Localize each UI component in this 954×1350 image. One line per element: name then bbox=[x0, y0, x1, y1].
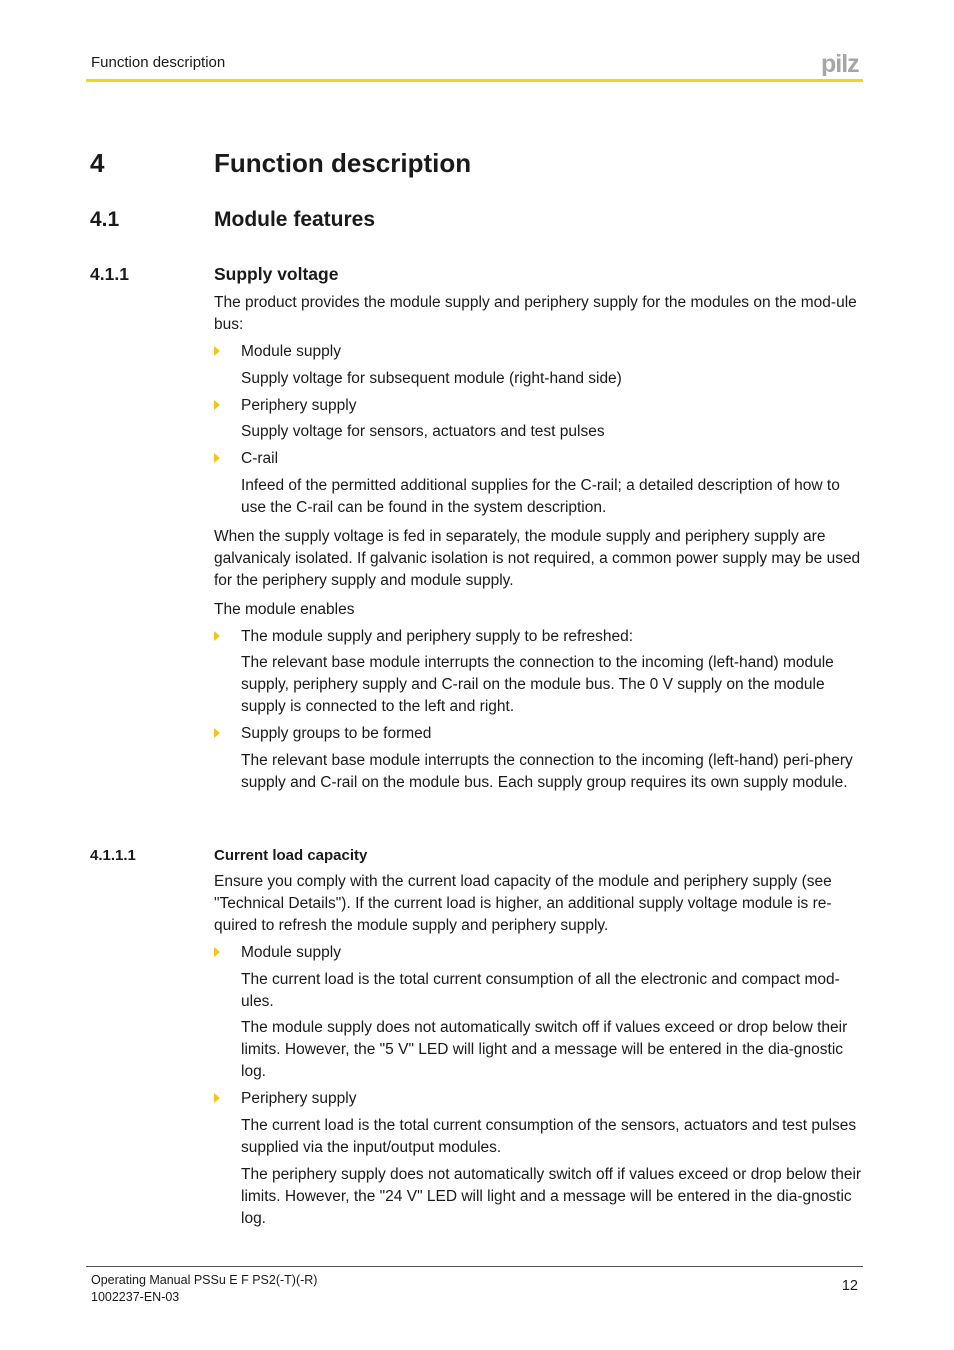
bullet-arrow-icon bbox=[214, 728, 220, 738]
list-item-desc: The module supply does not automatically switch off if values exceed or drop below their limits. However, the "5 V" LED will light and a message will be entered in the dia-gnostic log. bbox=[241, 1019, 848, 1080]
page-number: 12 bbox=[841, 1278, 858, 1294]
footer-manual-title: Operating Manual PSSu E F PS2(-T)(-R) bbox=[91, 1273, 318, 1287]
list-item-desc: The current load is the total current consumption of all the electronic and compact mod-ules. bbox=[241, 971, 840, 1010]
supply-intro: The product provides the module supply and periphery supply for the modules on the mod-ule bus: bbox=[214, 294, 857, 333]
isolation-paragraph: When the supply voltage is fed in separately, the module supply and periphery supply are galvanicaly isolated. If galvanic isolation is not required, a common power supply may be used for the periphery supply and module supply. bbox=[214, 528, 861, 589]
list-item-label: Supply groups to be formed bbox=[241, 725, 432, 742]
subsection-number: 4.1.1 bbox=[90, 264, 129, 284]
list-item-label: Periphery supply bbox=[241, 397, 357, 414]
svg-text:pilz: pilz bbox=[821, 52, 859, 76]
list-item-desc: Supply voltage for subsequent module (right-hand side) bbox=[241, 370, 622, 387]
subsubsection-title: Current load capacity bbox=[214, 847, 368, 864]
list-item-label: Module supply bbox=[241, 944, 341, 961]
list-item-label: The module supply and periphery supply to be refreshed: bbox=[241, 628, 634, 645]
list-item-desc: Supply voltage for sensors, actuators and test pulses bbox=[241, 423, 605, 440]
list-item-label: C-rail bbox=[241, 450, 279, 467]
bullet-arrow-icon bbox=[214, 947, 220, 957]
bullet-arrow-icon bbox=[214, 400, 220, 410]
list-item-desc: The periphery supply does not automatically switch off if values exceed or drop below their limits. However, the "24 V" LED will light and a message will be entered in the dia-gnostic log. bbox=[241, 1166, 862, 1227]
subsection-title: Supply voltage bbox=[214, 264, 339, 284]
list-item-label: Periphery supply bbox=[241, 1090, 357, 1107]
enables-intro: The module enables bbox=[214, 601, 355, 618]
list-item-desc: The current load is the total current consumption of the sensors, actuators and test pulses supplied via the input/output modules. bbox=[241, 1117, 857, 1156]
load-intro: Ensure you comply with the current load capacity of the module and periphery supply (see "Technical Details"). If the current load is higher, an additional supply voltage module is re-quired to refresh the module supply and periphery supply. bbox=[214, 873, 832, 934]
bullet-arrow-icon bbox=[214, 453, 220, 463]
list-item-label: Module supply bbox=[241, 343, 341, 360]
bullet-arrow-icon bbox=[214, 1093, 220, 1103]
header-rule bbox=[86, 79, 863, 82]
running-header: Function description bbox=[91, 54, 226, 71]
chapter-title: Function description bbox=[214, 148, 472, 178]
subsubsection-number: 4.1.1.1 bbox=[90, 847, 136, 864]
list-item-desc: Infeed of the permitted additional supplies for the C-rail; a detailed description of how to use the C-rail can be found in the system description. bbox=[241, 477, 840, 516]
footer-rule bbox=[86, 1266, 863, 1267]
list-item-desc: The relevant base module interrupts the connection to the incoming (left-hand) module supply, periphery supply and C-rail on the module bus. The 0 V supply on the module supply is connected to the left and right. bbox=[241, 654, 834, 715]
section-title: Module features bbox=[214, 208, 376, 231]
pilz-logo bbox=[821, 52, 865, 76]
section-number: 4.1 bbox=[90, 208, 120, 231]
bullet-arrow-icon bbox=[214, 346, 220, 356]
list-item-desc: The relevant base module interrupts the connection to the incoming (left-hand) peri-phery supply and C-rail on the module bus. Each supply group requires its own supply module. bbox=[241, 752, 853, 791]
footer-doc-number: 1002237-EN-03 bbox=[91, 1290, 180, 1304]
chapter-number: 4 bbox=[90, 148, 105, 178]
bullet-arrow-icon bbox=[214, 631, 220, 641]
